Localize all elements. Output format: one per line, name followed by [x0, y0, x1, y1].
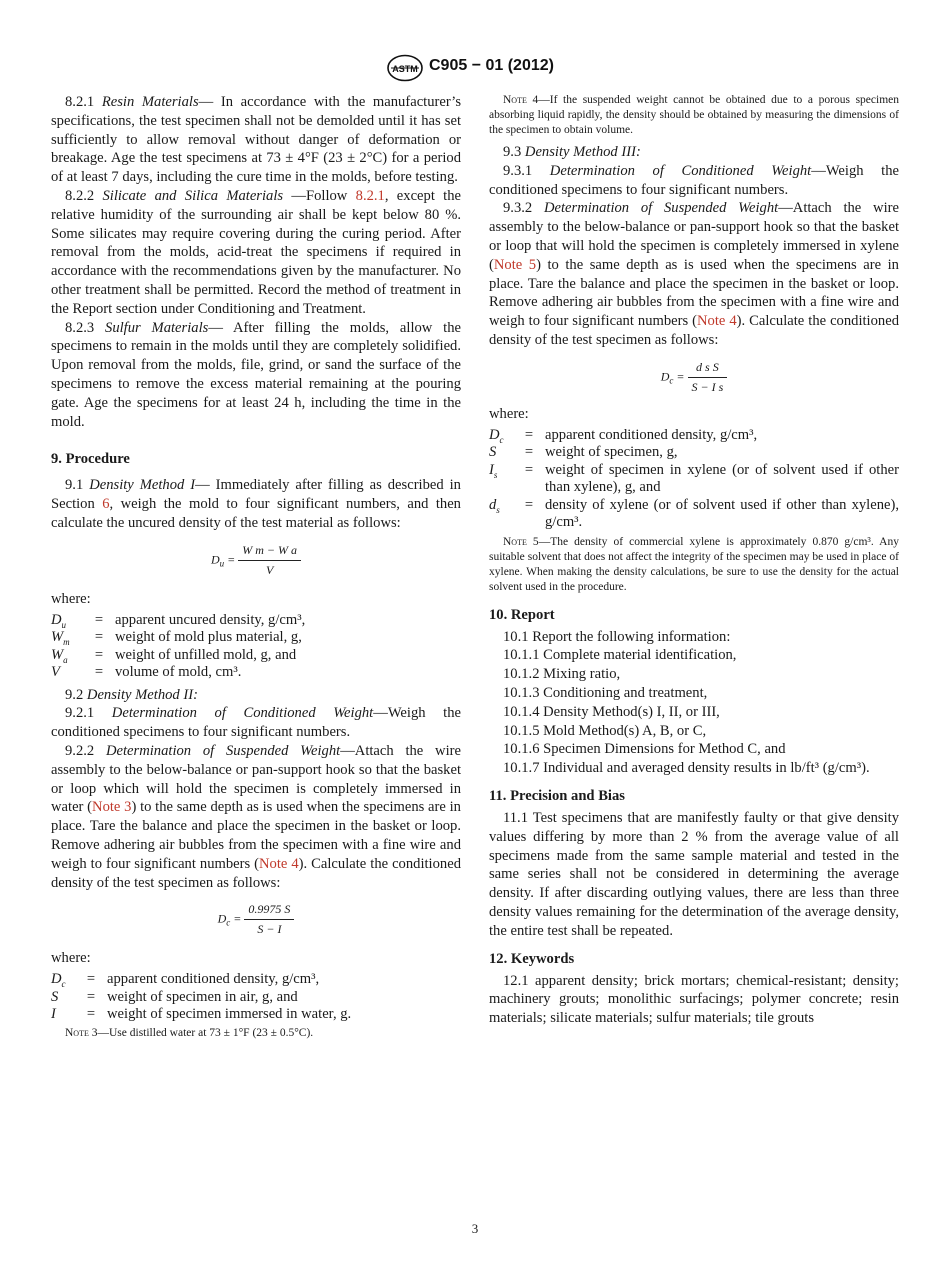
heading-procedure: 9. Procedure	[51, 451, 130, 468]
variable-row: S = weight of specimen, g,	[489, 444, 678, 461]
note-3: Note 3—Use distilled water at 73 ± 1°F (23 ± 0.5°C).	[65, 1026, 314, 1039]
variable-row: S = weight of specimen in air, g, and	[51, 988, 298, 1005]
logo-text: ASTM	[392, 64, 418, 74]
variable-row: $I_s$ = weight of specimen in xylene (or of solvent used if other than xylene), g, and	[489, 461, 899, 496]
equation-conditioned-density-water: $D_c$ = $\frac{0.9975 S}{S - I}$	[51, 902, 461, 937]
report-item: 10.1.6 Specimen Dimensions for Method C, and	[503, 741, 786, 758]
where-label-2: where:	[51, 950, 91, 967]
note-5: Note 5—The density of commercial xylene is approximately 0.870 g/cm³. Any suitable solvent that does not affect the integrity of the specimen may be used in place of xylene. When making the density calculations, be sure to use the density for the actual solvent used in the procedure.	[489, 535, 899, 593]
para-8-2-3: 8.2.3 Sulfur Materials— After filling the molds, allow the specimens to remain in the molds until they are completely solidified. Upon removal from the molds, file, grind, or sand the surface of the specimens to remove the excess material remaining at the pouring gate. Age the specimens for at least 24 h, including the time in the mold.	[51, 319, 461, 430]
ref-note-4-link[interactable]: Note 4	[259, 855, 299, 872]
right-column	[489, 93, 899, 1028]
variable-row: $D_c$ = apparent conditioned density, g/cm³,	[51, 971, 320, 989]
ref-note-3-link[interactable]: Note 3	[92, 799, 132, 816]
report-item: 10.1.5 Mold Method(s) A, B, or C,	[503, 722, 707, 739]
para-9-3: 9.3 Density Method III:	[503, 144, 641, 160]
para-8-2-1: 8.2.1 Resin Materials— In accordance with the manufacturer’s specifications, the test specimen shall not be demolded until it has set sufficiently to allow removal without danger of deformation or breakage. Age the test specimens at 73 ± 4°F (23 ± 2°C) for a period of at least 7 days, including the cure time in the molds, before testing.	[51, 94, 461, 186]
note-4: Note 4—If the suspended weight cannot be obtained due to a porous specimen absorbing liquid rapidly, the density should be obtained by measuring the dimensions of the specimen to obtain volume.	[489, 94, 899, 136]
report-item: 10.1.2 Mixing ratio,	[503, 666, 621, 683]
para-8-2-2: 8.2.2 Silicate and Silica Materials —Follow 8.2.1, except the relative humidity of the surrounding air shall be kept below 80 %. Some silicates may require covering during the curing period. After removal from the molds, acid-treat the specimens if required in accordance with the recommendations given by the manufacturer. No other treatment shall be permitted. Record the method of treatment in the Report section under Conditioning and Treatment.	[51, 187, 462, 317]
para-9-2: 9.2 Density Method II:	[65, 686, 198, 703]
equation-uncured-density: $D_u$ = $\frac{\text{W m − W a}}{V}$	[51, 543, 461, 578]
variables-table-2	[51, 971, 351, 1024]
where-label-3: where:	[489, 405, 529, 422]
para-11-1: 11.1 Test specimens that are manifestly faulty or that give density values differing by more than 2 % from the average value of all specimens made from the same sample material and tested in the same series shall not be considered in determining the average density. If after discarding outlying values, there are less than three density values remaining for the determination of the average density, the entire test shall be repeated.	[489, 809, 899, 939]
para-9-2-2: 9.2.2 Determination of Suspended Weight—Attach the wire assembly to the below-balance or pan-support hook so that the basket or loop which will hold the specimen is completely immersed in water (Note 3) to the same depth as is used when the specimens are in place. Tare the balance and place the specimen in the basket or loop. Remove adhering air bubbles from the specimen with a fine wire and weigh to four significant numbers (Note 4). Calculate the conditioned density of the test specimen as follows:	[51, 742, 461, 891]
ref-note-4-link[interactable]: Note 4	[697, 313, 737, 330]
report-item: 10.1.1 Complete material identification,	[503, 647, 737, 664]
para-9-3-2: 9.3.2 Determination of Suspended Weight—Attach the wire assembly to the below-balance or pan-support hook so that the basket or loop that will hold the specimen is completely immersed in xylene (Note 5) to the same depth as is used when the specimens are in place. Tare the balance and place the specimen in the basket or loop. Remove adhering air bubbles from the specimen with a fine wire and weigh to four significant numbers (Note 4). Calculate the conditioned density of the test specimen as follows:	[489, 200, 899, 348]
report-item: 10.1 Report the following information:	[503, 628, 731, 645]
left-column	[51, 93, 461, 1041]
ref-section-6-link[interactable]: 6	[102, 496, 110, 513]
page-header	[0, 56, 950, 82]
astm-logo-icon	[386, 54, 424, 82]
variable-row: $W_m$ = weight of mold plus material, g,	[51, 629, 302, 647]
variables-table-1	[51, 612, 305, 682]
heading-precision-bias: 11. Precision and Bias	[489, 787, 625, 804]
para-9-2-1: 9.2.1 Determination of Conditioned Weight—Weigh the conditioned specimens to four significant numbers.	[51, 705, 461, 741]
equation-conditioned-density-xylene: $D_c$ = $\frac{\text{d s S}}{\text{S − I s}}$	[489, 360, 899, 395]
document-id: C905 − 01 (2012)	[429, 57, 554, 74]
report-item: 10.1.3 Conditioning and treatment,	[503, 684, 708, 701]
where-label-1: where:	[51, 590, 91, 607]
para-12-1: 12.1 apparent density; brick mortars; chemical-resistant; density; machinery grouts; monolithic surfacings; polymer concrete; resin materials; silicate materials; sulfur materials; tile grouts	[489, 972, 899, 1027]
report-item: 10.1.4 Density Method(s) I, II, or III,	[503, 703, 720, 720]
variable-row: $W_a$ = weight of unfilled mold, g, and	[51, 646, 297, 665]
heading-report: 10. Report	[489, 606, 555, 623]
report-item: 10.1.7 Individual and averaged density results in lb/ft³ (g/cm³).	[503, 760, 870, 777]
para-9-3-1: 9.3.1 Determination of Conditioned Weight—Weigh the conditioned specimens to four significant numbers.	[489, 162, 899, 198]
variable-row: I = weight of specimen immersed in water, g.	[51, 1006, 352, 1023]
para-9-1: 9.1 Density Method I— Immediately after filling as described in Section 6, weigh the mold to four significant numbers, and then calculate the uncured density of the test material as follows:	[51, 477, 461, 531]
heading-keywords: 12. Keywords	[489, 950, 575, 967]
variable-row: V = volume of mold, cm³.	[51, 664, 242, 681]
variables-table-3	[489, 427, 899, 532]
ref-note-5-link[interactable]: Note 5	[493, 256, 537, 273]
variable-row: $D_u$ = apparent uncured density, g/cm³,	[51, 611, 306, 630]
variable-row: $d_s$ = density of xylene (or of solvent used if other than xylene), g/cm³.	[489, 496, 899, 531]
page-number: 3	[471, 1221, 479, 1236]
ref-8-2-1-link[interactable]: 8.2.1	[355, 187, 385, 204]
variable-row: $D_c$ = apparent conditioned density, g/cm³,	[489, 426, 758, 445]
